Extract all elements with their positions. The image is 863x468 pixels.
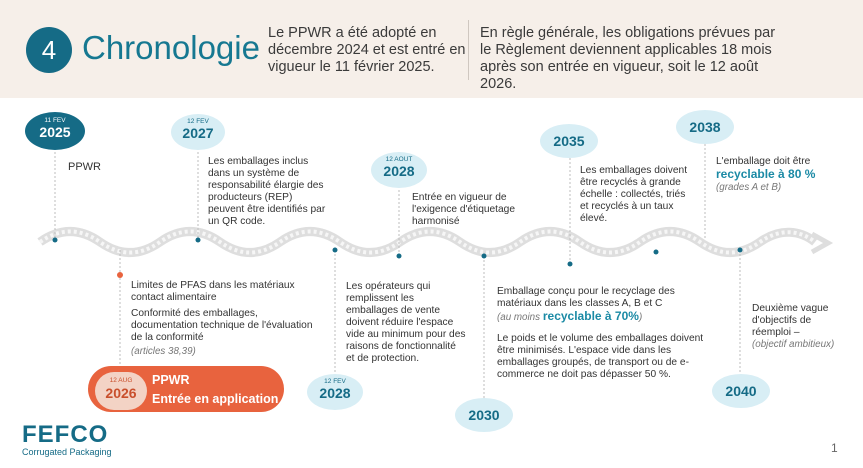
badge-2038: 2038 <box>676 110 734 144</box>
note-2040: (objectif ambitieux) <box>752 339 835 350</box>
badge-2027: 12 FEV 2027 <box>171 114 225 150</box>
text-2026-pfas: Limites de PFAS dans les matériaux contact alimentaire <box>131 280 295 303</box>
text-2030-design: Emballage conçu pour le recyclage des matériaux dans les classes A, B et C <box>497 286 675 309</box>
note-2038: (grades A et B) <box>716 182 782 193</box>
badge-2030: 2030 <box>455 398 513 432</box>
badge-2028-aug: 12 AOUT 2028 <box>371 152 427 188</box>
fefco-logo: FEFCO Corrugated Packaging <box>22 421 112 457</box>
label-2025: PPWR <box>68 161 101 173</box>
text-2035: Les emballages doivent être recyclés à grande échelle : collectés, triés et recyclés à un taux élevé. <box>580 165 688 224</box>
intro-right: En règle générale, les obligations prévues par le Règlement deviennent applicables 18 mois après son entrée en vigueur, soit le 12 août 2026. <box>480 25 776 92</box>
page-title: Chronologie <box>82 29 260 66</box>
badge-2040: 2040 <box>712 374 770 408</box>
text-2040: Deuxième vague d'objectifs de réemploi – (objectif ambitieux) <box>752 303 835 350</box>
text-2030-target: (au moins recyclable à 70%) <box>497 309 643 323</box>
section-number: 4 <box>26 27 72 73</box>
pill-text-2026: PPWR Entrée en application <box>152 373 279 406</box>
text-2028-feb: Les opérateurs qui remplissent les emballages de vente doivent réduire l'espace vide au minimum pour des raisons de fonctionnalité et de protection. <box>346 281 466 364</box>
text-2030-weight: Le poids et le volume des emballages doivent être minimisés. L'espace vide dans les emballages groupés, de transport ou de e-commerce ne doit pas dépasser 50 %. <box>497 333 704 380</box>
highlight-2038: recyclable à 80 % <box>716 167 816 181</box>
text-2027: Les emballages inclus dans un système de responsabilité élargie des producteurs (REP) peuvent être identifiés par un QR code. <box>208 156 326 227</box>
badge-2028-feb: 12 FEV 2028 <box>307 374 363 410</box>
text-2026-conformity: Conformité des emballages, documentation technique de l'évaluation de la conformité <box>131 308 313 343</box>
intro-left: Le PPWR a été adopté en décembre 2024 et est entré en vigueur le 11 février 2025. <box>268 25 466 75</box>
badge-2035: 2035 <box>540 124 598 158</box>
badge-2025: 11 FEV 2025 <box>25 112 85 150</box>
page-number: 1 <box>831 441 838 455</box>
badge-2026: 12 AUG 2026 <box>95 372 147 410</box>
text-2028-aug: Entrée en vigueur de l'exigence d'étiquetage harmonisé <box>412 192 516 227</box>
note-2026: (articles 38,39) <box>131 346 196 357</box>
text-2038: L'emballage doit être recyclable à 80 % (grades A et B) <box>716 156 816 193</box>
highlight-2030: recyclable à 70% <box>542 309 639 323</box>
